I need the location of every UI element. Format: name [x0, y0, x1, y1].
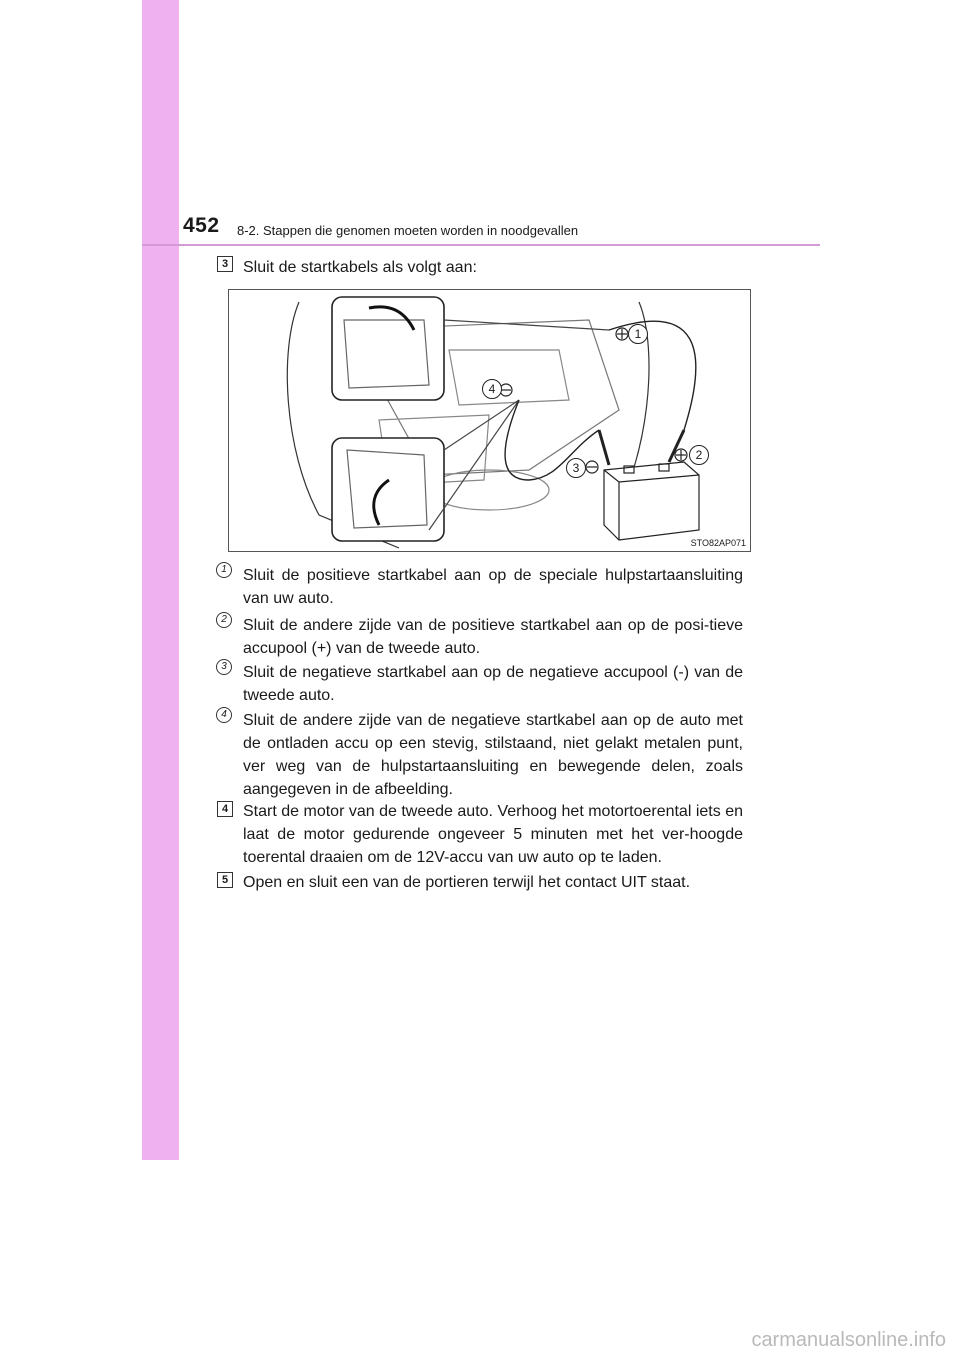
callout-1: 1 [628, 324, 648, 344]
side-tab-bar [142, 0, 179, 1160]
step-text: Start de motor van de tweede auto. Verhoog het motortoerental iets en laat de motor gedurende ongeveer 5 minuten met het ver-hoogde toerental draaien om de 12V-accu van uw auto op te laden. [243, 803, 743, 866]
sub-item-text: Sluit de andere zijde van de negatieve startkabel aan op de auto met de ontladen accu op een stevig, stilstaand, niet gelakt metalen punt, ver weg van de hulpstartaansluiting en bewegende delen, zoals aangegeven in de afbeelding. [243, 712, 743, 798]
step-text: Open en sluit een van de portieren terwijl het contact UIT staat. [243, 874, 691, 891]
figure-code: STO82AP071 [690, 538, 746, 548]
sub-item-number: 1 [216, 562, 232, 578]
callout-2: 2 [689, 445, 709, 465]
step-number-box: 5 [217, 872, 233, 888]
page-number: 452 [183, 214, 220, 237]
section-title: 8-2. Stappen die genomen moeten worden in noodgevallen [237, 223, 579, 238]
sub-item-number: 4 [216, 707, 232, 723]
page-header [183, 214, 823, 248]
sub-item-number: 3 [216, 659, 232, 675]
engine-bay-drawing [229, 290, 750, 551]
step-text: Sluit de startkabels als volgt aan: [243, 259, 477, 276]
jump-start-illustration [228, 289, 751, 552]
watermark: carmanualsonline.info [751, 1329, 946, 1351]
step-number-box: 4 [217, 801, 233, 817]
sub-item-text: Sluit de positieve startkabel aan op de speciale hulpstartaansluiting van uw auto. [243, 567, 743, 607]
step-number-box: 3 [217, 256, 233, 272]
sub-item-text: Sluit de andere zijde van de positieve startkabel aan op de posi-tieve accupool (+) van de tweede auto. [243, 617, 743, 657]
sub-item-text: Sluit de negatieve startkabel aan op de negatieve accupool (-) van de tweede auto. [243, 664, 743, 704]
callout-3: 3 [566, 458, 586, 478]
header-rule [142, 244, 820, 246]
battery-icon [604, 462, 699, 540]
sub-item-number: 2 [216, 612, 232, 628]
callout-4: 4 [482, 379, 502, 399]
